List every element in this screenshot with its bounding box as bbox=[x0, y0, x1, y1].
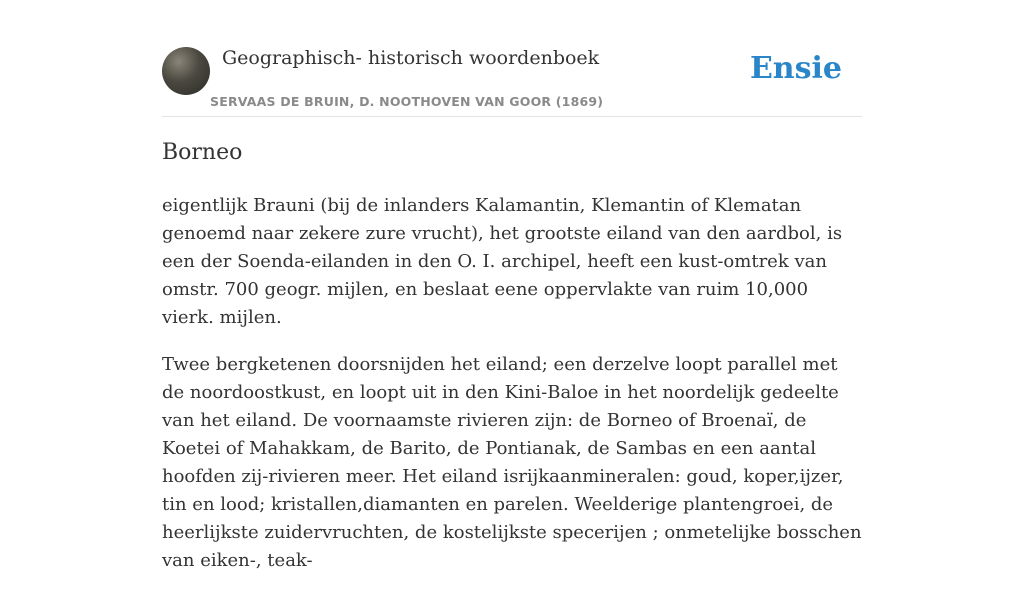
entry-title: Borneo bbox=[162, 140, 243, 165]
book-cover-avatar[interactable] bbox=[162, 47, 210, 95]
entry-body bbox=[162, 192, 862, 594]
entry-paragraph: eigentlijk Brauni (bij de inlanders Kalamantin, Klemantin of Klematan genoemd naar zekere zure vrucht), het grootste eiland van den aardbol, is een der Soenda-eilanden in den O. I. archipel, heeft een kust-omtrek van omstr. 700 geogr. mijlen, en beslaat eene oppervlakte van ruim 10,000 vierk. mijlen. bbox=[162, 195, 843, 328]
book-author: SERVAAS DE BRUIN, D. NOOTHOVEN VAN GOOR (1869) bbox=[210, 94, 604, 109]
entry-paragraph: Twee bergketenen doorsnijden het eiland; een derzelve loopt parallel met de noordoostkust, en loopt uit in den Kini-Baloe in het noordelijk gedeelte van het eiland. De voornaamste rivieren zijn: de Borneo of Broenaï, de Koetei of Mahakkam, de Barito, de Pontianak, de Sambas en een aantal hoofden zij-rivieren meer. Het eiland isrijkaanmineralen: goud, koper,ijzer, tin en lood; kristallen,diamanten en parelen. Weelderige plantengroei, de heerlijkste zuidervruchten, de kostelijkste specerijen ; onmetelijke bosschen van eiken-, teak- bbox=[162, 354, 862, 571]
book-header bbox=[162, 44, 862, 117]
brand-logo[interactable]: Ensie bbox=[749, 51, 842, 86]
book-title[interactable]: Geographisch- historisch woordenboek bbox=[222, 47, 600, 69]
